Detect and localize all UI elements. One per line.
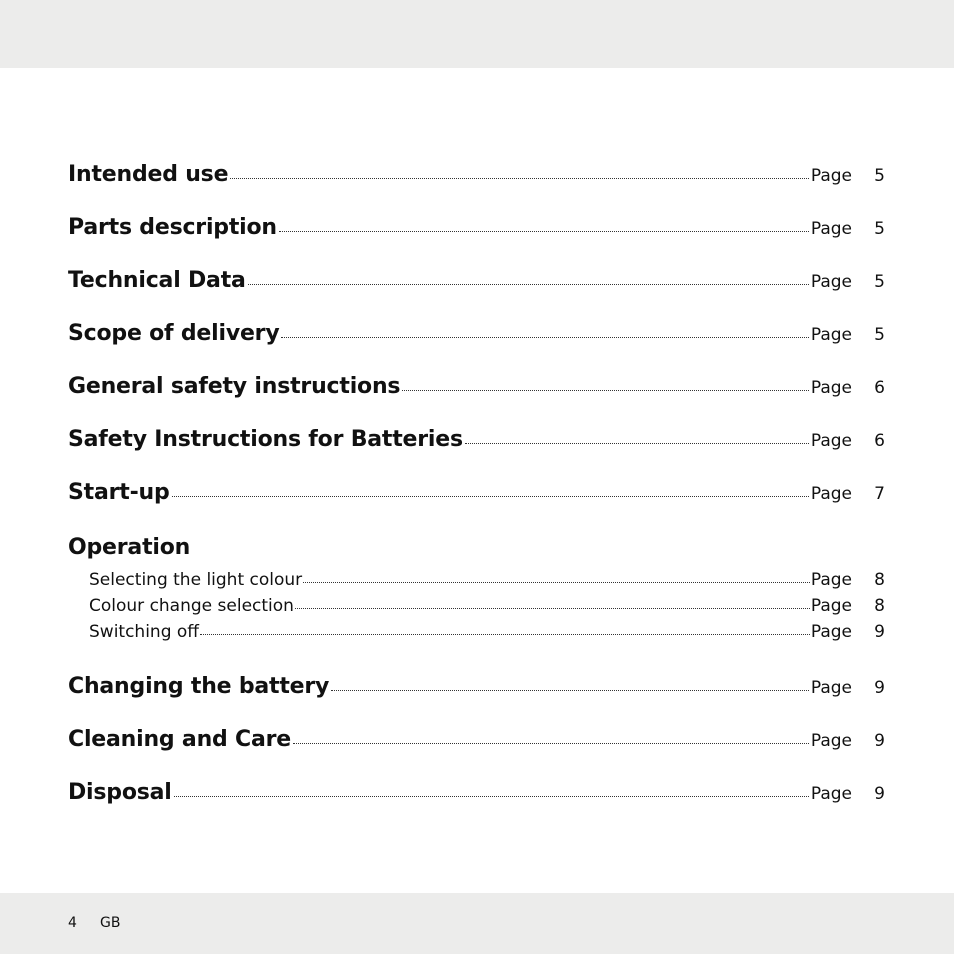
- dot-leader: [465, 443, 809, 444]
- toc-title: Safety Instructions for Batteries: [68, 427, 463, 452]
- dot-leader: [293, 743, 809, 744]
- page-number: 9: [874, 784, 885, 804]
- toc-title: Colour change selection: [89, 596, 294, 616]
- page-number: 9: [874, 731, 885, 751]
- toc-entry[interactable]: [68, 423, 885, 476]
- toc-title: Technical Data: [68, 268, 246, 293]
- toc-title: Changing the battery: [68, 674, 330, 699]
- toc-entry[interactable]: [68, 370, 885, 423]
- page-label: Page: [810, 378, 852, 398]
- page-number: 5: [874, 166, 885, 186]
- dot-leader: [402, 390, 809, 391]
- toc-entry[interactable]: [68, 723, 885, 776]
- page-number: 8: [874, 596, 885, 616]
- page-label: Page: [810, 166, 852, 186]
- toc-entry[interactable]: [68, 317, 885, 370]
- page-label: Page: [810, 219, 852, 239]
- toc-title: Selecting the light colour: [89, 570, 303, 590]
- toc-subentry[interactable]: [68, 593, 885, 619]
- page-label: Page: [810, 431, 852, 451]
- toc-entry[interactable]: [68, 264, 885, 317]
- toc-entry[interactable]: [68, 476, 885, 529]
- toc-entry-operation[interactable]: [68, 529, 885, 567]
- page-number: 7: [874, 484, 885, 504]
- toc-title: Intended use: [68, 162, 229, 187]
- toc-entry[interactable]: [68, 776, 885, 829]
- toc-title: Operation: [68, 535, 191, 560]
- footer-language: GB: [100, 915, 121, 931]
- page-number: 6: [874, 431, 885, 451]
- page-label: Page: [810, 272, 852, 292]
- page-number: 6: [874, 378, 885, 398]
- toc-entry[interactable]: [68, 670, 885, 723]
- page-label: Page: [810, 325, 852, 345]
- page-number: 5: [874, 325, 885, 345]
- dot-leader: [230, 178, 809, 179]
- page-label: Page: [810, 731, 852, 751]
- toc-title: Cleaning and Care: [68, 727, 292, 752]
- table-of-contents: [68, 158, 885, 829]
- page-number: 9: [874, 622, 885, 642]
- toc-entry[interactable]: [68, 158, 885, 211]
- page-label: Page: [810, 484, 852, 504]
- page-label: Page: [810, 678, 852, 698]
- page-number: 9: [874, 678, 885, 698]
- footer-band: [0, 893, 954, 954]
- page-label: Page: [810, 596, 852, 616]
- page-number: 5: [874, 272, 885, 292]
- dot-leader: [200, 634, 810, 635]
- dot-leader: [174, 796, 809, 797]
- toc-entry[interactable]: [68, 211, 885, 264]
- toc-title: Parts description: [68, 215, 277, 240]
- page-label: Page: [810, 622, 852, 642]
- dot-leader: [172, 496, 809, 497]
- toc-subentry[interactable]: [68, 619, 885, 645]
- toc-subentry[interactable]: [68, 567, 885, 593]
- footer-page-number: 4: [68, 915, 77, 931]
- dot-leader: [281, 337, 808, 338]
- header-band: [0, 0, 954, 68]
- dot-leader: [279, 231, 809, 232]
- toc-title: Scope of delivery: [68, 321, 280, 346]
- toc-title: General safety instructions: [68, 374, 401, 399]
- page-number: 8: [874, 570, 885, 590]
- page-label: Page: [810, 570, 852, 590]
- dot-leader: [295, 608, 810, 609]
- toc-title: Start-up: [68, 480, 170, 505]
- dot-leader: [331, 690, 809, 691]
- toc-title: Switching off: [89, 622, 200, 642]
- page-number: 5: [874, 219, 885, 239]
- toc-title: Disposal: [68, 780, 172, 805]
- dot-leader: [303, 582, 810, 583]
- page-label: Page: [810, 784, 852, 804]
- dot-leader: [248, 284, 809, 285]
